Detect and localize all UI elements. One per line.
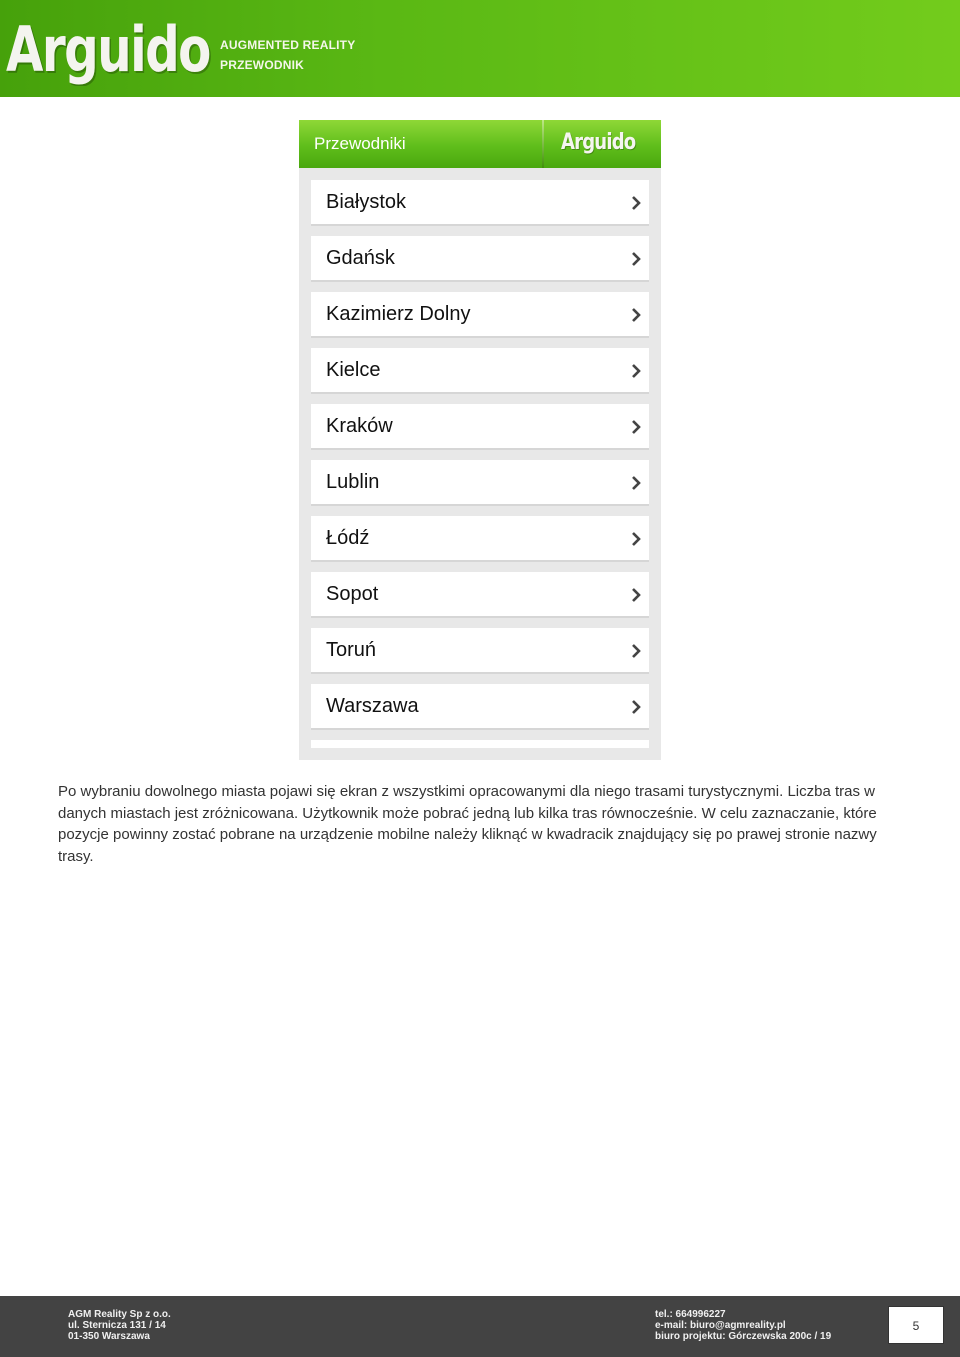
company-name: AGM Reality Sp z o.o.: [68, 1309, 171, 1320]
contact-info: [655, 1309, 831, 1342]
city-item-kazimierz-dolny[interactable]: [311, 292, 649, 338]
city-item-warszawa[interactable]: [311, 684, 649, 730]
chevron-right-icon: [629, 195, 643, 211]
city-label: Toruń: [326, 639, 377, 661]
chevron-right-icon: [629, 699, 643, 715]
city-label: Kazimierz Dolny: [326, 303, 471, 325]
company-city: 01-350 Warszawa: [68, 1331, 150, 1342]
contact-email: e-mail: biuro@agmreality.pl: [655, 1320, 786, 1331]
city-label: Białystok: [326, 191, 407, 213]
city-item-gdansk[interactable]: [311, 236, 649, 282]
page-footer: [0, 1296, 960, 1357]
chevron-right-icon: [629, 531, 643, 547]
page-number: 5: [888, 1306, 944, 1344]
city-label: Kraków: [326, 415, 393, 437]
city-item-sopot[interactable]: [311, 572, 649, 618]
app-screenshot: [299, 120, 661, 760]
company-street: ul. Sternicza 131 / 14: [68, 1320, 166, 1331]
city-label: Warszawa: [326, 695, 419, 717]
list-next-item-edge: [311, 740, 649, 748]
city-label: Gdańsk: [326, 247, 395, 269]
city-item-bialystok[interactable]: [311, 180, 649, 226]
city-list: [311, 180, 649, 740]
brand-tagline-1: AUGMENTED REALITY: [220, 38, 356, 52]
chevron-right-icon: [629, 251, 643, 267]
chevron-right-icon: [629, 419, 643, 435]
app-top-bar: [299, 120, 661, 168]
contact-phone: tel.: 664996227: [655, 1309, 726, 1320]
top-bar-divider: [542, 120, 544, 168]
app-logo: Arguido: [561, 130, 636, 155]
brand-tagline-2: PRZEWODNIK: [220, 58, 304, 72]
city-item-lodz[interactable]: [311, 516, 649, 562]
chevron-right-icon: [629, 475, 643, 491]
city-item-lublin[interactable]: [311, 460, 649, 506]
chevron-right-icon: [629, 363, 643, 379]
project-office: biuro projektu: Górczewska 200c / 19: [655, 1331, 832, 1342]
city-item-kielce[interactable]: [311, 348, 649, 394]
city-item-krakow[interactable]: [311, 404, 649, 450]
chevron-right-icon: [629, 307, 643, 323]
city-label: Kielce: [326, 359, 381, 381]
city-label: Łódź: [326, 527, 370, 549]
city-item-torun[interactable]: [311, 628, 649, 674]
company-address: [68, 1309, 171, 1342]
chevron-right-icon: [629, 643, 643, 659]
app-title[interactable]: Przewodniki: [314, 134, 406, 153]
page-header: [0, 0, 960, 97]
chevron-right-icon: [629, 587, 643, 603]
city-label: Sopot: [326, 583, 379, 605]
city-label: Lublin: [326, 471, 380, 493]
brand-logo: Arguido: [6, 13, 210, 86]
body-paragraph: Po wybraniu dowolnego miasta pojawi się ekran z wszystkimi opracowanymi dla niego trasami turystycznymi. Liczba tras w danych miastach jest zróżnicowana. Użytkownik może pobrać jedną lub kilka tras równocześnie. W celu zaznaczanie, które pozycje powinny zostać pobrane na urządzenie mobilne należy kliknąć w kwadracik znajdujący się po prawej stronie nazwy trasy.: [58, 783, 877, 866]
